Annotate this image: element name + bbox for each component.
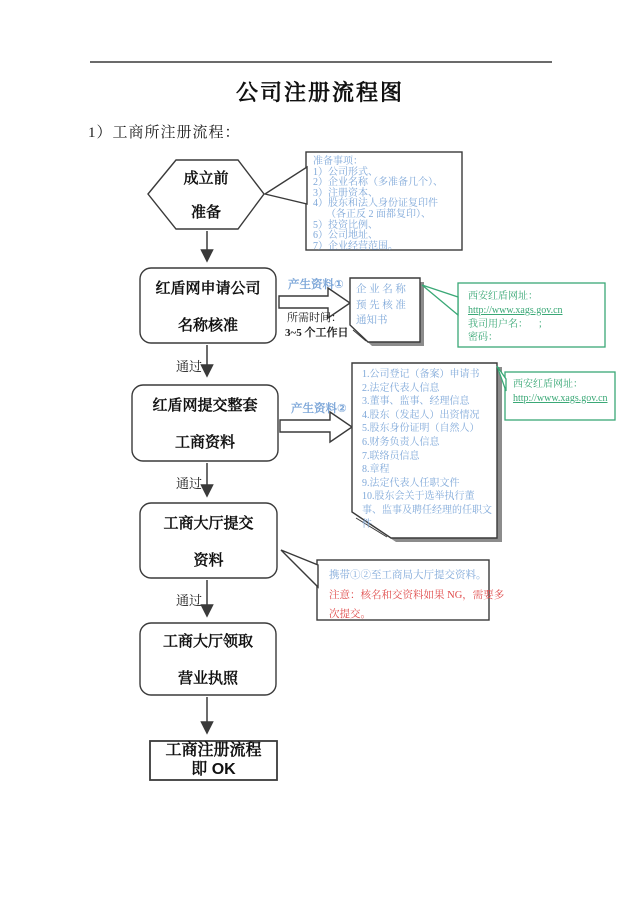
- step4-line1: 工商大厅提交: [163, 514, 254, 532]
- step2-line1: 红盾网申请公司: [155, 279, 261, 297]
- doc1-line: 通知书: [356, 315, 388, 326]
- site-note1-text: [468, 290, 600, 345]
- step3-line1: 红盾网提交整套: [152, 397, 258, 414]
- doc1-line: 企 业 名 称: [356, 284, 406, 295]
- prep-note-line: 2）企业名称（多准备几个）、: [313, 177, 443, 189]
- prep-note-line: 7）企业经营范围。: [313, 240, 398, 252]
- submit-note-text: [329, 566, 505, 625]
- pass-label-3: 通过: [175, 593, 202, 608]
- start-node-label: [148, 160, 264, 229]
- produce1-label: 产生资料①: [288, 279, 344, 291]
- site-note1-pointer: [422, 285, 458, 315]
- doc2-item: 1.公司登记（备案）申请书: [362, 369, 480, 380]
- site-note1-title: 西安红盾网址：: [468, 291, 538, 302]
- doc2-item: 9.法定代表人任职文件: [362, 477, 460, 489]
- site-note1-url-link[interactable]: http://www.xags.gov.cn: [468, 304, 563, 316]
- doc2-item: 5.股东身份证明（自然人）: [362, 423, 480, 435]
- section-heading: 1）工商所注册流程：: [88, 125, 241, 141]
- start-line2: 准备: [190, 204, 221, 221]
- prep-note-line: 准备事项：: [313, 156, 363, 167]
- submit-note-line3: 次提交。: [329, 609, 371, 620]
- doc2-item: 4.股东（发起人）出资情况: [362, 409, 480, 421]
- step2-line2: 名称核准: [177, 316, 238, 334]
- doc1-line: 预 先 核 准: [356, 299, 406, 311]
- prep-note-text: [313, 157, 461, 252]
- prep-note-pointer: [265, 167, 307, 204]
- produce1-time-line1: 所需时间：: [287, 312, 342, 324]
- step5-node-label: [140, 623, 276, 695]
- start-line1: 成立前: [183, 170, 229, 187]
- step5-line1: 工商大厅领取: [162, 633, 253, 650]
- prep-note-line: 1）公司形式、: [313, 166, 378, 178]
- produce2-label: 产生资料②: [291, 403, 347, 415]
- site-note2-url-link[interactable]: http://www.xags.gov.cn: [513, 392, 608, 404]
- pass-label-1: 通过: [175, 359, 202, 374]
- doc2-text: [362, 368, 494, 531]
- doc2-item: 6.财务负责人信息: [362, 436, 440, 448]
- submit-note-line2: 注意：核名和交资料如果 NG，需要多: [329, 589, 505, 601]
- end-line1: 工商注册流程: [165, 742, 262, 760]
- doc1-text: [356, 282, 420, 329]
- prep-note-line: 5）投资比例、: [313, 219, 378, 231]
- doc2-item: 10.股东会关于选举执行董事、监事及聘任经理的任职文件: [362, 491, 492, 530]
- prep-note-line: 3）注册资本、: [313, 187, 378, 199]
- block-arrow-produce2: [280, 412, 352, 442]
- end-line2: 即 OK: [191, 760, 236, 778]
- prep-note-line: 4）股东和法人身份证复印件: [313, 198, 438, 210]
- site-note1-user-line: 我司用户名： ；: [468, 318, 548, 330]
- step3-node-label: [132, 385, 278, 461]
- step5-line2: 营业执照: [177, 670, 238, 687]
- doc2-item: 2.法定代表人信息: [362, 382, 440, 394]
- doc2-item: 7.联络员信息: [362, 450, 420, 462]
- submit-note-line1: 携带①②至工商局大厅提交资料。: [329, 570, 487, 581]
- doc2-item: 3.董事、监事、经理信息: [362, 396, 470, 408]
- site-note2-text: [513, 378, 610, 406]
- step4-node-label: [140, 503, 277, 578]
- step4-line2: 资料: [193, 551, 224, 569]
- step2-node-label: [140, 268, 276, 343]
- site-note1-password-line: 密码：: [468, 332, 498, 344]
- pass-label-2: 通过: [175, 476, 202, 491]
- step3-line2: 工商资料: [174, 434, 235, 451]
- end-node-label: [150, 741, 277, 780]
- page-title: 公司注册流程图: [235, 80, 404, 105]
- produce1-time-line2: 3~5 个工作日: [285, 327, 349, 339]
- prep-note-line: （各正反 2 面都复印）、: [326, 208, 431, 220]
- prep-note-line: 6）公司地址、: [313, 230, 378, 242]
- site-note2-title: 西安红盾网址：: [513, 379, 583, 390]
- submit-note-pointer: [281, 550, 318, 587]
- doc2-item: 8.章程: [362, 464, 390, 476]
